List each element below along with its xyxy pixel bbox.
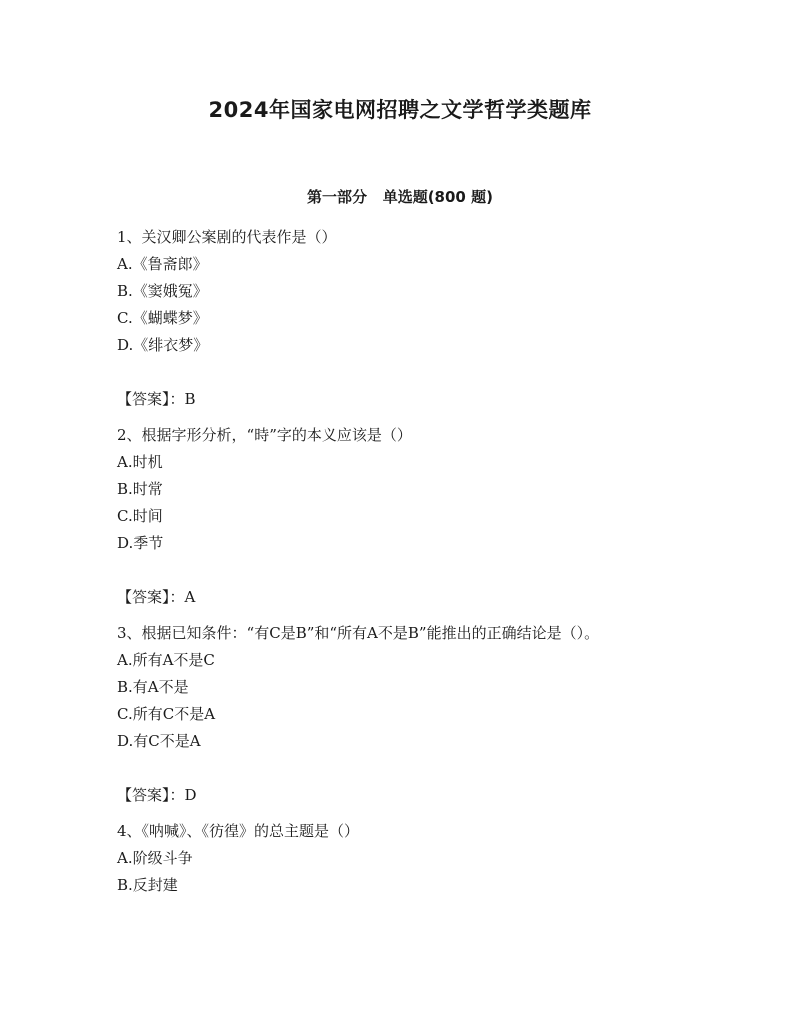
answer-line: [117, 386, 677, 413]
question-3: [117, 620, 677, 809]
option-d: D.季节: [117, 534, 164, 552]
option-c: C.《蝴蝶梦》: [117, 309, 208, 327]
answer-label: 【答案】: [117, 786, 170, 804]
question-1: [117, 224, 677, 413]
option-a: A.所有A不是C: [117, 651, 215, 669]
section-title: 第一部分 单选题(800 题): [307, 188, 493, 206]
answer-value: ：D: [169, 786, 197, 804]
option-d: D.有C不是A: [117, 732, 201, 750]
question-text: 2、根据字形分析，“時”字的本义应该是（）: [117, 426, 412, 444]
answer-label: 【答案】: [117, 588, 170, 606]
question-text: 3、根据已知条件：“有C是B”和“所有A不是B”能推出的正确结论是（）。: [117, 624, 600, 642]
option-d: D.《绯衣梦》: [117, 336, 209, 354]
question-4: [117, 818, 677, 899]
question-list: [117, 224, 677, 899]
option-b: B.时常: [117, 480, 163, 498]
answer-line: [117, 584, 677, 611]
option-b: B.反封建: [117, 876, 178, 894]
question-text: 1、关汉卿公案剧的代表作是（）: [117, 228, 337, 246]
question-text: 4、《呐喊》、《彷徨》的总主题是（）: [117, 822, 360, 840]
answer-line: [117, 782, 677, 809]
answer-label: 【答案】: [117, 390, 170, 408]
option-c: C.所有C不是A: [117, 705, 216, 723]
document-title: 2024年国家电网招聘之文学哲学类题库: [208, 98, 592, 122]
question-2: [117, 422, 677, 611]
option-b: B.《窦娥冤》: [117, 282, 208, 300]
option-a: A.阶级斗争: [117, 849, 193, 867]
answer-value: ：A: [169, 588, 196, 606]
option-a: A.时机: [117, 453, 163, 471]
option-b: B.有A不是: [117, 678, 189, 696]
option-a: A.《鲁斋郎》: [117, 255, 208, 273]
option-c: C.时间: [117, 507, 163, 525]
answer-value: ：B: [169, 390, 196, 408]
